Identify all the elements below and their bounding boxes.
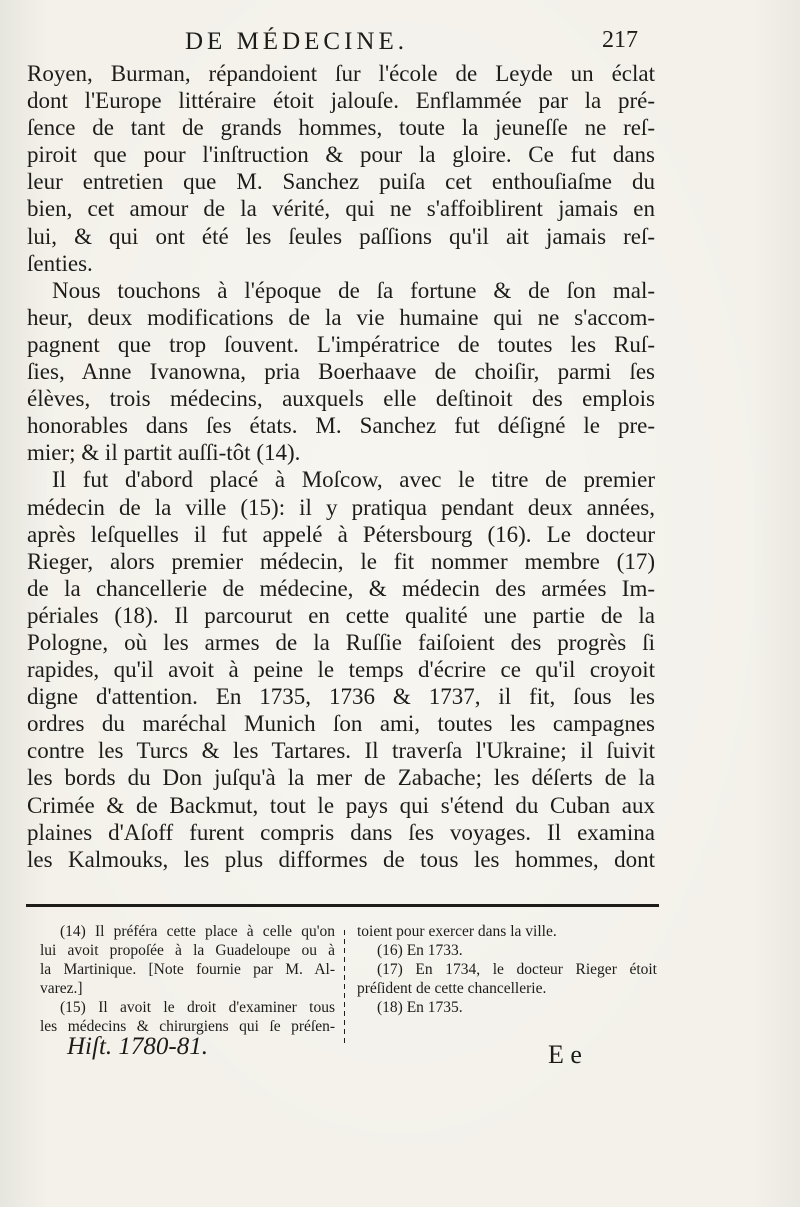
running-head: DE MÉDECINE. xyxy=(185,28,408,55)
footnote-line: les médecins & chirurgiens qui ſe préſen- xyxy=(40,1018,335,1035)
text-line: médecin de la ville (15): il y pratiqua pendant deux années, xyxy=(27,494,655,520)
text-line: ordres du maréchal Munich ſon ami, toutes les campagnes xyxy=(27,711,655,737)
footnote-line: (14) Il préféra cette place à celle qu'on xyxy=(60,923,335,940)
text-line: rapides, qu'il avoit à peine le temps d'écrire ce qu'il croyoit xyxy=(27,657,655,683)
footnote-line: (16) En 1733. xyxy=(377,942,463,959)
text-line: Rieger, alors premier médecin, le fit nommer membre (17) xyxy=(27,548,655,574)
footnote-line: (18) En 1735. xyxy=(377,999,463,1016)
text-line: leur entretien que M. Sanchez puiſa cet enthouſiaſme du xyxy=(27,169,655,195)
text-line: dont l'Europe littéraire étoit jalouſe. Enflammée par la pré- xyxy=(27,88,655,114)
text-line: plaines d'Aſoff furent compris dans ſes voyages. Il examina xyxy=(27,819,655,845)
footnote-line: (17) En 1734, le docteur Rieger étoit xyxy=(377,961,657,978)
text-line: honorables dans ſes états. M. Sanchez fut déſigné le pre- xyxy=(27,413,655,439)
text-line: les bords du Don juſqu'à la mer de Zabache; les déſerts de la xyxy=(27,765,655,791)
text-line: de la chancellerie de médecine, & médecin des armées Im- xyxy=(27,575,655,601)
text-line: lui, & qui ont été les ſeules paſſions qu'il ait jamais reſ- xyxy=(27,223,655,249)
volume-note: Hiſt. 1780-81. xyxy=(67,1033,208,1060)
text-line: ſies, Anne Ivanowna, pria Boerhaave de choiſir, parmi ſes xyxy=(27,359,655,385)
footnote-divider-rule xyxy=(26,904,659,907)
text-line: élèves, trois médecins, auxquels elle deſtinoit des emplois xyxy=(27,386,655,412)
text-line: Crimée & de Backmut, tout le pays qui s'étend du Cuban aux xyxy=(27,792,655,818)
footnote-line: lui avoit propoſée à la Guadeloupe ou à xyxy=(40,942,335,959)
main-text xyxy=(27,60,655,873)
text-line: Pologne, où les armes de la Ruſſie faiſoient des progrès ſi xyxy=(27,629,655,655)
text-line: piroit que pour l'inſtruction & pour la gloire. Ce fut dans xyxy=(27,142,655,168)
text-line: Nous touchons à l'époque de ſa fortune & de ſon mal- xyxy=(52,277,655,303)
text-line: bien, cet amour de la vérité, qui ne s'affoiblirent jamais en xyxy=(27,196,655,222)
text-line: ſence de tant de grands hommes, toute la jeuneſſe ne reſ- xyxy=(27,115,655,141)
footnote-line: préſident de cette chancellerie. xyxy=(357,980,547,997)
footnote-line: varez.] xyxy=(40,980,83,997)
text-line: contre les Turcs & les Tartares. Il traverſa l'Ukraine; il ſuivit xyxy=(27,738,655,764)
footnotes-left-column xyxy=(40,922,335,1036)
text-line: ſenties. xyxy=(27,250,93,276)
text-line: digne d'attention. En 1735, 1736 & 1737, il fit, ſous les xyxy=(27,684,655,710)
footnote-column-divider xyxy=(344,930,345,1045)
signature-mark: E e xyxy=(548,1040,582,1069)
page-number: 217 xyxy=(602,27,638,53)
footnote-line: toient pour exercer dans la ville. xyxy=(357,923,557,940)
text-line: mier; & il partit auſſi-tôt (14). xyxy=(27,440,301,466)
footnote-line: (15) Il avoit le droit d'examiner tous xyxy=(60,999,335,1016)
text-line: pagnent que trop ſouvent. L'impératrice de toutes les Ruſ- xyxy=(27,331,655,357)
text-line: après leſquelles il fut appelé à Pétersbourg (16). Le docteur xyxy=(27,521,655,547)
text-line: périales (18). Il parcourut en cette qualité une partie de la xyxy=(27,602,655,628)
text-line: heur, deux modifications de la vie humaine qui ne s'accom- xyxy=(27,304,655,330)
text-line: les Kalmouks, les plus difformes de tous les hommes, dont xyxy=(27,846,655,872)
footnote-line: la Martinique. [Note fournie par M. Al- xyxy=(40,961,335,978)
text-line: Royen, Burman, répandoient ſur l'école de Leyde un éclat xyxy=(27,61,655,86)
text-line: Il fut d'abord placé à Moſcow, avec le titre de premier xyxy=(52,467,655,493)
footnotes-right-column xyxy=(357,922,657,1017)
